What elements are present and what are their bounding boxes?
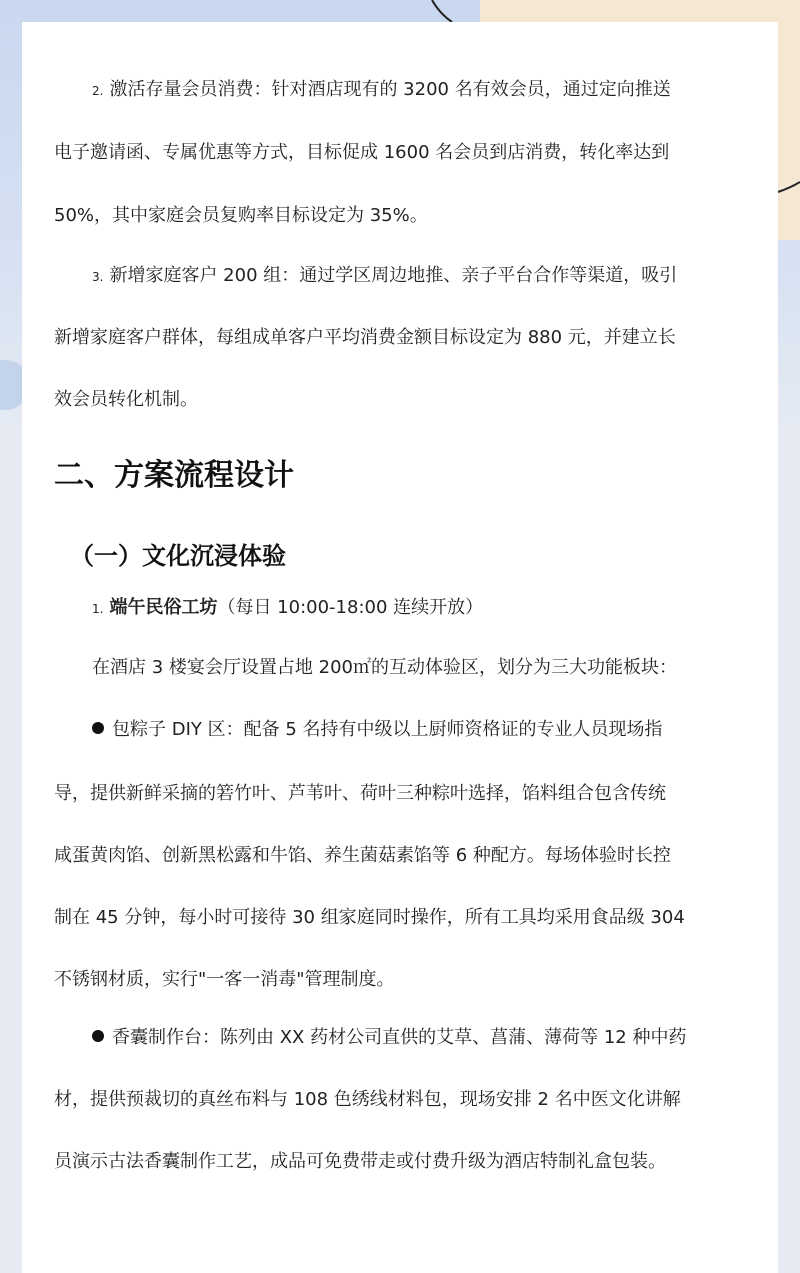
bullet-item-line: 材，提供预裁切的真丝布料与 108 色绣线材料包，现场安排 2 名中医文化讲解 — [54, 1089, 681, 1110]
paragraph-item-3-line: 效会员转化机制。 — [54, 389, 198, 410]
bullet-item-line: 员演示古法香囊制作工艺，成品可免费带走或付费升级为酒店特制礼盒包装。 — [54, 1151, 666, 1172]
text-run: 香囊制作台：陈列由 XX 药材公司直供的艾草、菖蒲、薄荷等 12 种中药 — [112, 1027, 687, 1048]
paragraph-item-2-line: 电子邀请函、专属优惠等方式，目标促成 1600 名会员到店消费，转化率达到 — [54, 142, 670, 163]
paragraph-item-3-line — [92, 264, 677, 289]
bullet-icon — [92, 722, 104, 734]
list-number: 3. — [92, 270, 104, 284]
paragraph-item-3-line: 新增家庭客户群体，每组成单客户平均消费金额目标设定为 880 元，并建立长 — [54, 327, 676, 348]
paragraph-item-2-line: 50%，其中家庭会员复购率目标设定为 35%。 — [54, 205, 428, 226]
bullet-item-line: 制在 45 分钟，每小时可接待 30 组家庭同时操作，所有工具均采用食品级 304 — [54, 907, 685, 928]
bullet-icon — [92, 1030, 104, 1042]
section-heading: 二、方案流程设计 — [54, 458, 294, 493]
text-run: 新增家庭客户 200 组：通过学区周边地推、亲子平台合作等渠道，吸引 — [109, 265, 678, 286]
paragraph-item-2-line — [92, 78, 671, 103]
subsection-heading: （一）文化沉浸体验 — [70, 542, 286, 570]
bullet-item-line: 导，提供新鲜采摘的箬竹叶、芦苇叶、荷叶三种粽叶选择，馅料组合包含传统 — [54, 783, 666, 804]
text-run: 激活存量会员消费：针对酒店现有的 3200 名有效会员，通过定向推送 — [109, 79, 671, 100]
bullet-item-line: 不锈钢材质，实行"一客一消毒"管理制度。 — [54, 969, 395, 990]
workshop-title: 端午民俗工坊 — [109, 597, 218, 618]
bullet-item-line: 咸蛋黄肉馅、创新黑松露和牛馅、养生菌菇素馅等 6 种配方。每场体验时长控 — [54, 845, 671, 866]
bullet-item-line — [92, 718, 663, 742]
list-number: 1. — [92, 602, 104, 616]
workshop-heading-line — [92, 596, 483, 621]
bullet-item-line — [92, 1026, 686, 1050]
document-page — [22, 22, 778, 1273]
list-number: 2. — [92, 84, 104, 98]
text-run: 包粽子 DIY 区：配备 5 名持有中级以上厨师资格证的专业人员现场指 — [112, 719, 663, 740]
workshop-hours: （每日 10:00-18:00 连续开放） — [217, 597, 484, 618]
workshop-intro: 在酒店 3 楼宴会厅设置占地 200㎡的互动体验区，划分为三大功能板块： — [92, 657, 677, 678]
